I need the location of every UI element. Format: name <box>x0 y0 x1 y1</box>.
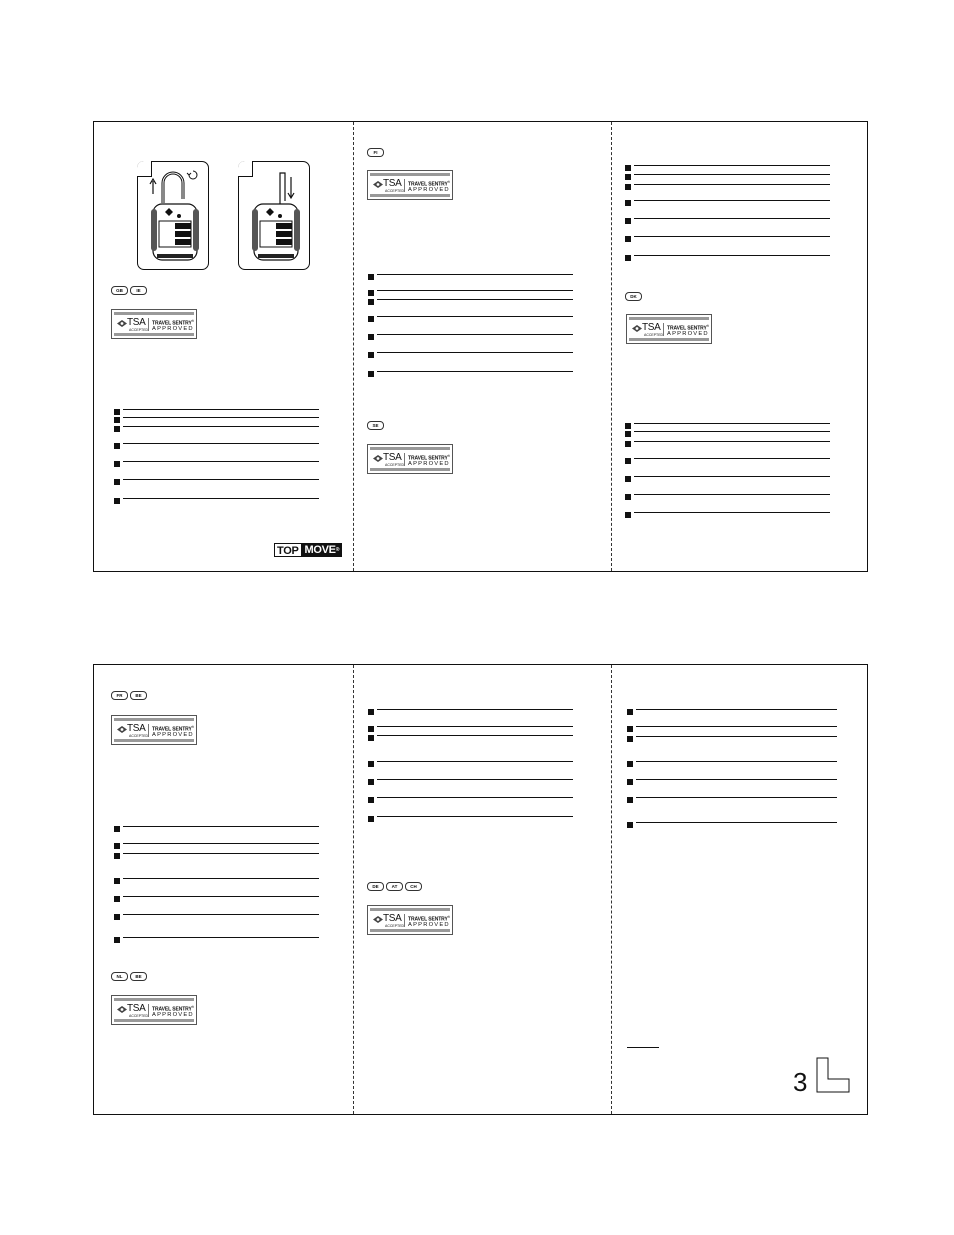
bottom-sheet <box>93 664 868 1115</box>
rule-line <box>634 236 830 237</box>
travel-sentry-text: TRAVEL SENTRY® <box>152 725 194 733</box>
language-badges <box>111 691 147 700</box>
list-item <box>368 816 573 823</box>
list-item <box>114 914 319 921</box>
language-badges <box>111 972 147 981</box>
rule-line <box>634 165 830 166</box>
tsa-word: TSA <box>127 1003 146 1014</box>
rule-line <box>636 779 837 780</box>
list-item <box>368 274 573 281</box>
badge-ch: CH <box>405 882 422 891</box>
bullet-square-icon <box>368 779 374 785</box>
bullet-square-icon <box>114 498 120 504</box>
rule-line <box>377 299 573 300</box>
list-item <box>625 184 830 191</box>
tsa-word: TSA <box>383 452 402 463</box>
bullet-square-icon <box>114 826 120 832</box>
bullet-square-icon <box>368 797 374 803</box>
travel-sentry-text: TRAVEL SENTRY® <box>408 180 450 188</box>
tsa-emblem-icon <box>117 726 127 733</box>
tsa-subtext: ACCEPTED <box>129 734 149 738</box>
bullet-square-icon <box>114 853 120 859</box>
tsa-subtext: ACCEPTED <box>385 924 405 928</box>
list-item <box>114 896 319 903</box>
list-item <box>368 797 573 804</box>
rule-line <box>634 431 830 432</box>
list-item <box>368 371 573 378</box>
list-item <box>368 290 573 297</box>
bullet-square-icon <box>114 409 120 415</box>
list-item <box>114 826 319 833</box>
rule-line <box>123 896 319 897</box>
badge-gb: GB <box>111 286 128 295</box>
rule-line <box>123 878 319 879</box>
tsa-word: TSA <box>127 317 146 328</box>
list-item <box>368 761 573 768</box>
bullet-square-icon <box>625 476 631 482</box>
bullet-square-icon <box>625 218 631 224</box>
list-item <box>368 352 573 359</box>
rule-line <box>123 826 319 827</box>
rule-line <box>377 371 573 372</box>
list-item <box>627 779 837 786</box>
rule-line <box>634 200 830 201</box>
list-item <box>627 709 837 716</box>
tsa-logo <box>367 444 453 474</box>
bullet-square-icon <box>627 761 633 767</box>
bullet-square-icon <box>627 779 633 785</box>
list-item <box>114 843 319 850</box>
tsa-emblem-icon <box>117 320 127 327</box>
list-item <box>114 479 319 486</box>
list-item <box>625 476 830 483</box>
list-item <box>625 165 830 172</box>
tsa-logo <box>111 995 197 1025</box>
badge-fr: FR <box>111 691 128 700</box>
badge-nl: NL <box>111 972 128 981</box>
tsa-subtext: ACCEPTED <box>385 463 405 467</box>
list-item <box>627 726 837 733</box>
approved-text: APPROVED <box>152 732 194 738</box>
bullet-square-icon <box>627 709 633 715</box>
bullet-square-icon <box>114 417 120 423</box>
language-badges <box>111 286 147 295</box>
padlock-closing-icon <box>238 161 310 270</box>
rule-line <box>377 290 573 291</box>
approved-text: APPROVED <box>152 1012 194 1018</box>
badge-be: BE <box>130 972 147 981</box>
list-item <box>625 200 830 207</box>
rule-line <box>636 726 837 727</box>
list-item <box>368 709 573 716</box>
rule-line <box>377 352 573 353</box>
bullet-square-icon <box>114 914 120 920</box>
list-item <box>368 735 573 742</box>
rule-line <box>634 255 830 256</box>
tsa-logo <box>111 715 197 745</box>
tsa-subtext: ACCEPTED <box>644 333 664 337</box>
rule-line <box>123 479 319 480</box>
bullet-square-icon <box>625 431 631 437</box>
badge-fi: FI <box>367 148 384 157</box>
tsa-emblem-icon <box>373 455 383 462</box>
list-item <box>114 417 319 424</box>
rule-line <box>123 426 319 427</box>
bullet-square-icon <box>368 316 374 322</box>
approved-text: APPROVED <box>152 326 194 332</box>
bullet-square-icon <box>368 290 374 296</box>
language-badges <box>367 148 384 157</box>
list-item <box>114 409 319 416</box>
bullet-square-icon <box>368 761 374 767</box>
rule-line <box>377 709 573 710</box>
corner-mark-icon <box>816 1057 850 1093</box>
rule-line <box>123 409 319 410</box>
panel-gb-ie <box>94 122 353 571</box>
list-item <box>114 426 319 433</box>
tsa-emblem-icon <box>373 181 383 188</box>
list-item <box>625 236 830 243</box>
rule-line <box>377 735 573 736</box>
rule-line <box>123 914 319 915</box>
page-number: 3 <box>793 1067 808 1097</box>
rule-line <box>377 816 573 817</box>
rule-line <box>377 274 573 275</box>
bullet-square-icon <box>625 423 631 429</box>
bullet-square-icon <box>114 443 120 449</box>
bullet-square-icon <box>368 299 374 305</box>
list-item <box>625 512 830 519</box>
panel-dk <box>611 122 869 571</box>
rule-line <box>377 726 573 727</box>
bullet-square-icon <box>625 184 631 190</box>
rule-line <box>634 218 830 219</box>
badge-at: AT <box>386 882 403 891</box>
language-badges <box>367 882 422 891</box>
list-item <box>625 423 830 430</box>
language-badges <box>625 292 642 301</box>
rule-line <box>636 736 837 737</box>
list-item <box>114 461 319 468</box>
list-item <box>368 334 573 341</box>
bullet-square-icon <box>368 274 374 280</box>
rule-line <box>634 441 830 442</box>
rule-line <box>634 458 830 459</box>
padlock-open-illustration <box>137 161 209 270</box>
tsa-subtext: ACCEPTED <box>129 328 149 332</box>
tsa-emblem-icon <box>632 325 642 332</box>
bullet-square-icon <box>114 426 120 432</box>
rule-line <box>634 423 830 424</box>
rule-line <box>636 822 837 823</box>
bullet-square-icon <box>368 735 374 741</box>
list-item <box>625 174 830 181</box>
bullet-square-icon <box>625 494 631 500</box>
rule-line <box>377 797 573 798</box>
rule-line <box>377 761 573 762</box>
bullet-square-icon <box>627 736 633 742</box>
rule-line <box>636 709 837 710</box>
rule-line <box>123 417 319 418</box>
bullet-square-icon <box>368 816 374 822</box>
rule-line <box>377 334 573 335</box>
bullet-square-icon <box>368 352 374 358</box>
padlock-open-icon <box>137 161 209 270</box>
travel-sentry-text: TRAVEL SENTRY® <box>152 319 194 327</box>
bullet-square-icon <box>625 200 631 206</box>
list-item <box>114 853 319 860</box>
tsa-word: TSA <box>127 723 146 734</box>
bullet-square-icon <box>114 479 120 485</box>
rule-line <box>634 184 830 185</box>
tsa-subtext: ACCEPTED <box>385 189 405 193</box>
panel-fi-se <box>353 122 611 571</box>
bullet-square-icon <box>114 878 120 884</box>
travel-sentry-text: TRAVEL SENTRY® <box>667 324 709 332</box>
bullet-square-icon <box>627 726 633 732</box>
rule-line <box>123 443 319 444</box>
list-item <box>368 726 573 733</box>
list-item <box>627 822 837 829</box>
panel-fr-nl <box>94 665 353 1114</box>
list-item <box>627 797 837 804</box>
list-item <box>368 316 573 323</box>
list-item <box>625 218 830 225</box>
rule-line <box>634 494 830 495</box>
bullet-square-icon <box>368 709 374 715</box>
approved-text: APPROVED <box>667 331 709 337</box>
bullet-square-icon <box>625 441 631 447</box>
rule-line <box>123 843 319 844</box>
panel-de <box>353 665 611 1114</box>
badge-de: DE <box>367 882 384 891</box>
rule-line <box>123 937 319 938</box>
bullet-square-icon <box>114 937 120 943</box>
badge-ie: IE <box>130 286 147 295</box>
bullet-square-icon <box>114 461 120 467</box>
bullet-square-icon <box>114 843 120 849</box>
list-item <box>368 779 573 786</box>
padlock-closing-illustration <box>238 161 310 270</box>
list-item <box>114 878 319 885</box>
topmove-logo: TOP MOVE® <box>274 543 342 557</box>
bullet-square-icon <box>627 797 633 803</box>
rule-line <box>123 461 319 462</box>
list-item <box>627 761 837 768</box>
list-item <box>625 255 830 262</box>
rule-line <box>123 853 319 854</box>
bullet-square-icon <box>625 512 631 518</box>
list-item <box>114 937 319 944</box>
list-item <box>625 494 830 501</box>
bullet-square-icon <box>368 334 374 340</box>
approved-text: APPROVED <box>408 187 450 193</box>
panel-last <box>611 665 869 1114</box>
tsa-word: TSA <box>383 913 402 924</box>
tsa-logo <box>367 170 453 200</box>
tsa-logo <box>367 905 453 935</box>
travel-sentry-text: TRAVEL SENTRY® <box>408 915 450 923</box>
bullet-square-icon <box>625 165 631 171</box>
bullet-square-icon <box>368 726 374 732</box>
badge-be: BE <box>130 691 147 700</box>
bullet-square-icon <box>368 371 374 377</box>
rule-line <box>123 498 319 499</box>
list-item <box>625 441 830 448</box>
travel-sentry-text: TRAVEL SENTRY® <box>408 454 450 462</box>
rule-line <box>377 316 573 317</box>
bullet-square-icon <box>625 174 631 180</box>
rule-line <box>377 779 573 780</box>
tsa-subtext: ACCEPTED <box>129 1014 149 1018</box>
list-item <box>114 498 319 505</box>
tsa-emblem-icon <box>117 1006 127 1013</box>
top-sheet <box>93 121 868 572</box>
rule-line <box>634 512 830 513</box>
list-item <box>625 431 830 438</box>
list-item <box>368 299 573 306</box>
bullet-square-icon <box>625 458 631 464</box>
tsa-logo <box>626 314 712 344</box>
badge-se: SE <box>367 421 384 430</box>
tsa-word: TSA <box>383 178 402 189</box>
signature-line <box>627 1047 659 1048</box>
tsa-logo <box>111 309 197 339</box>
rule-line <box>634 174 830 175</box>
bullet-square-icon <box>625 255 631 261</box>
rule-line <box>634 476 830 477</box>
travel-sentry-text: TRAVEL SENTRY® <box>152 1005 194 1013</box>
language-badges <box>367 421 384 430</box>
bullet-square-icon <box>627 822 633 828</box>
list-item <box>627 736 837 743</box>
rule-line <box>636 761 837 762</box>
badge-dk: DK <box>625 292 642 301</box>
tsa-emblem-icon <box>373 916 383 923</box>
approved-text: APPROVED <box>408 461 450 467</box>
list-item <box>625 458 830 465</box>
bullet-square-icon <box>625 236 631 242</box>
approved-text: APPROVED <box>408 922 450 928</box>
list-item <box>114 443 319 450</box>
bullet-square-icon <box>114 896 120 902</box>
rule-line <box>636 797 837 798</box>
tsa-word: TSA <box>642 322 661 333</box>
